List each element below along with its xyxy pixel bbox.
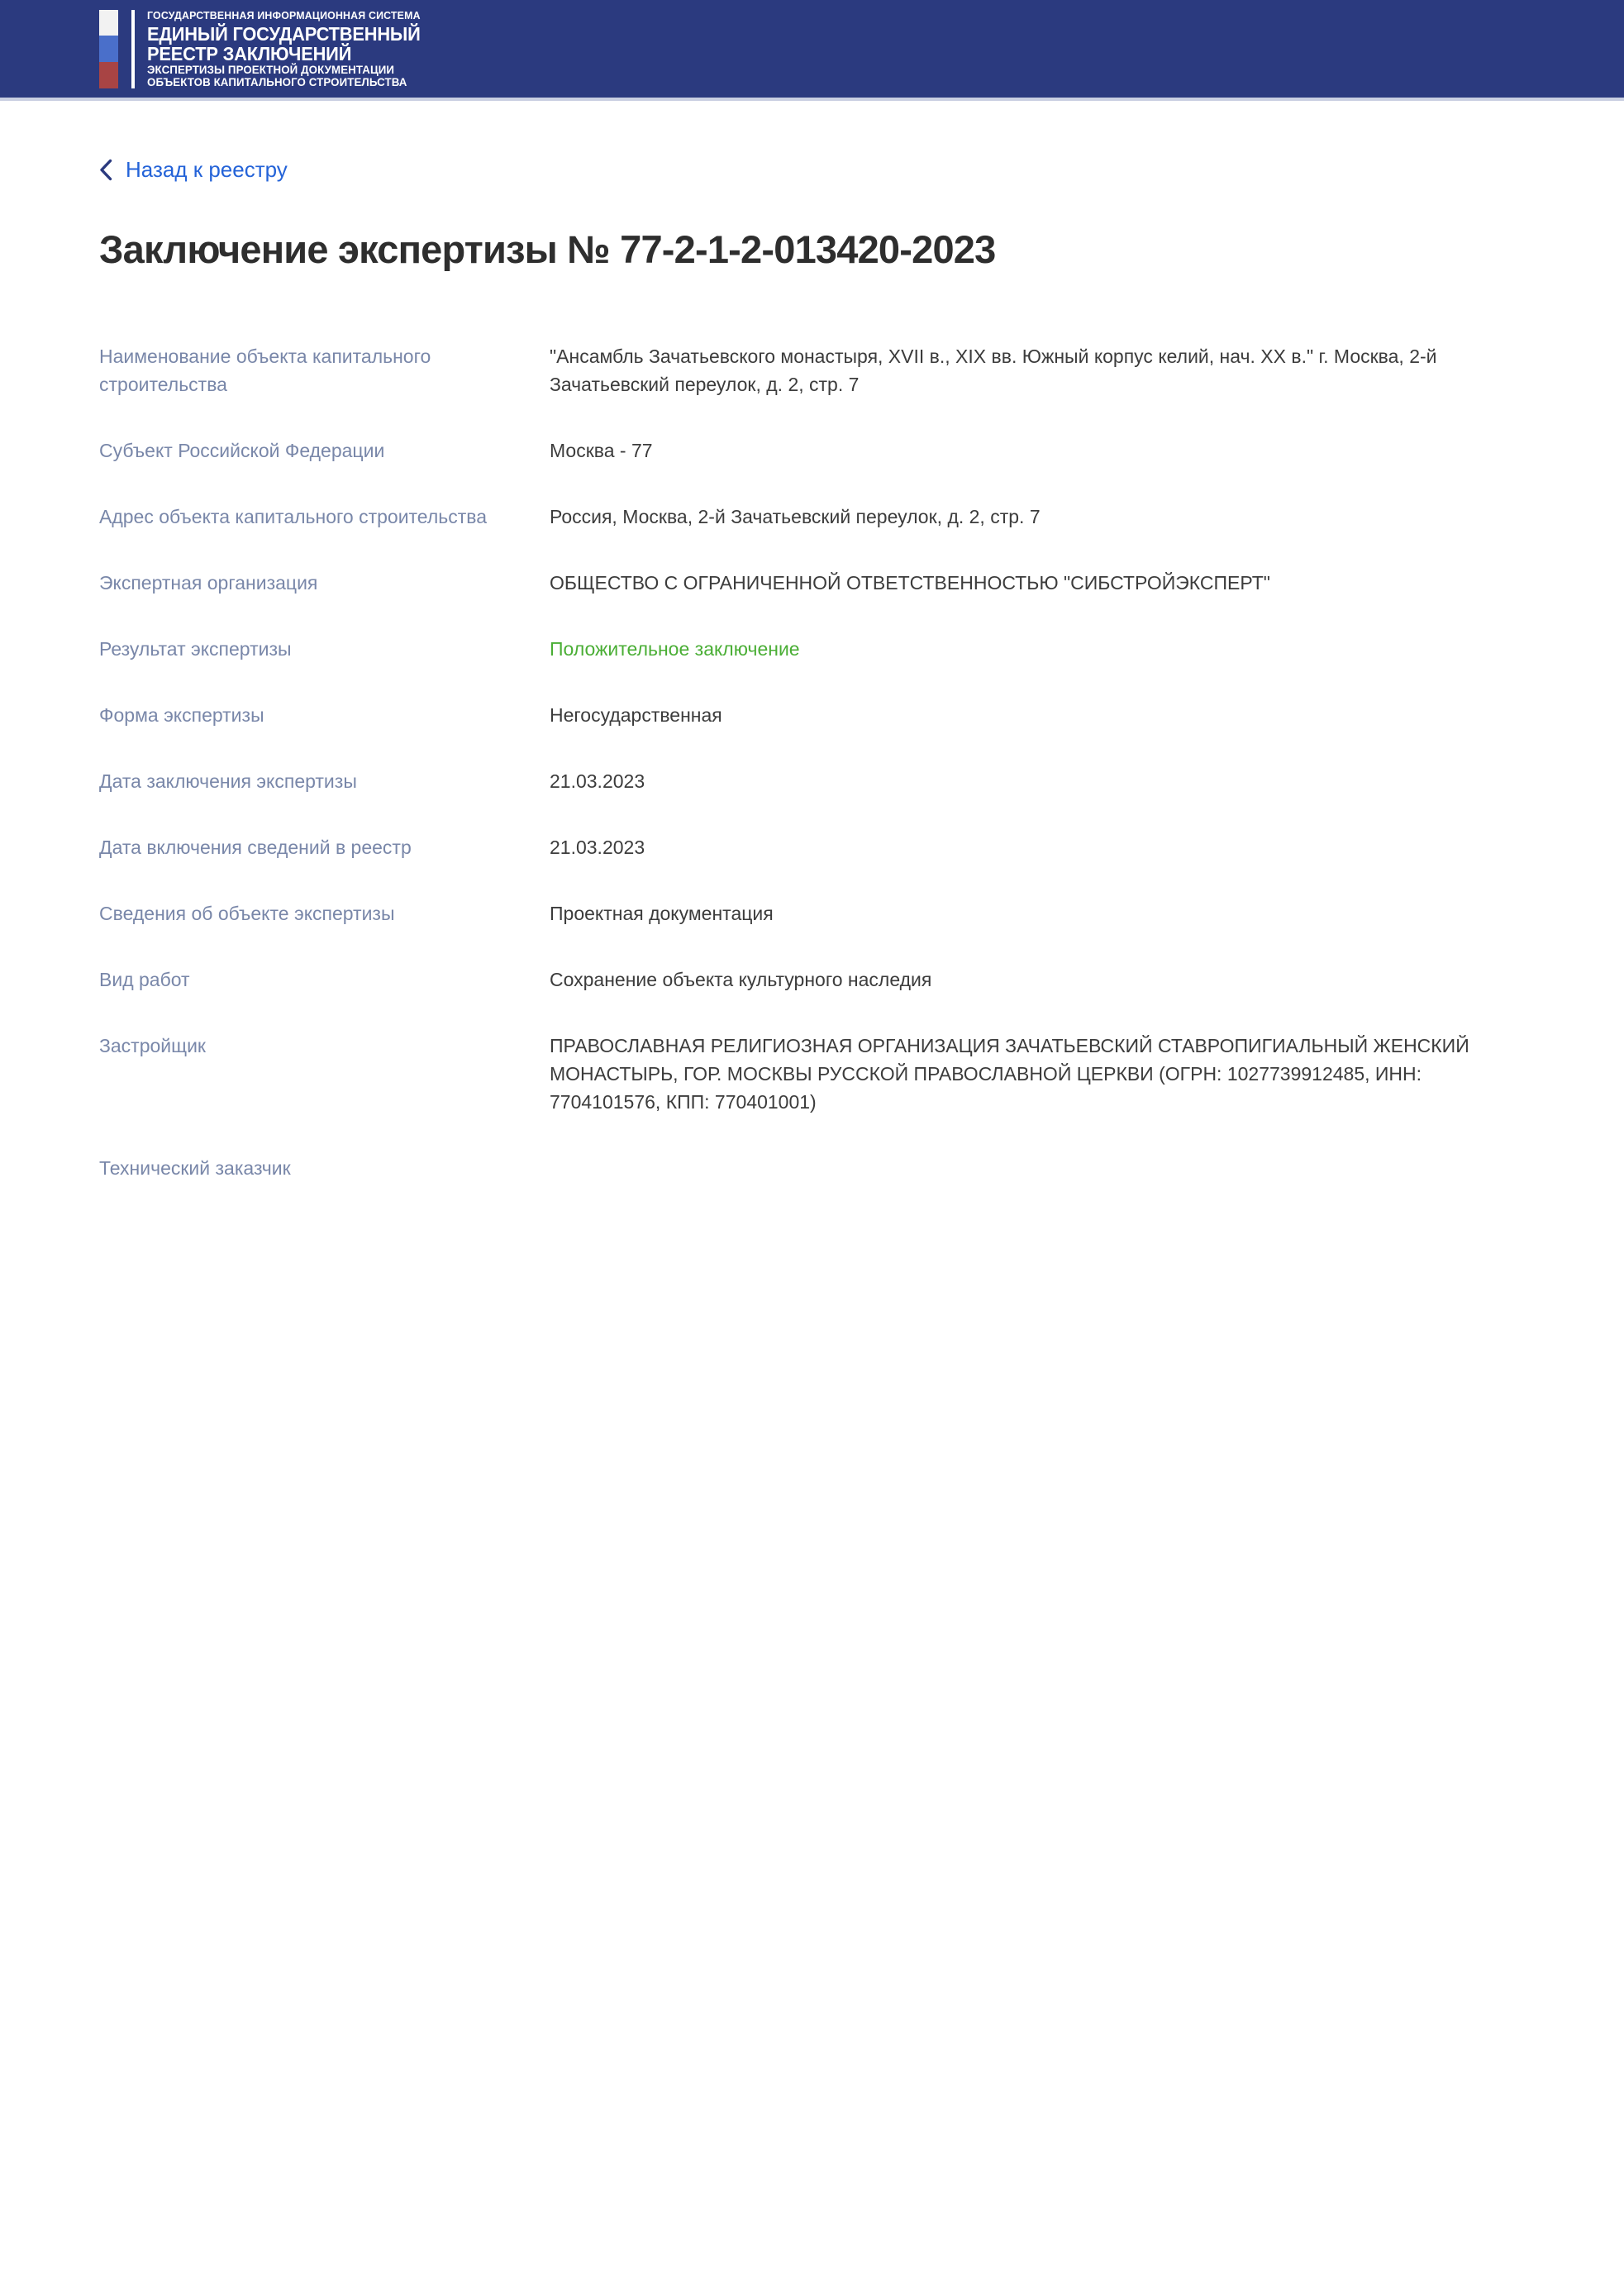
logo-title-line1: ЕДИНЫЙ ГОСУДАРСТВЕННЫЙ [147, 22, 421, 45]
logo-subtitle-line2: ОБЪЕКТОВ КАПИТАЛЬНОГО СТРОИТЕЛЬСТВА [147, 74, 407, 88]
field-value: Сохранение объекта культурного наследия [550, 968, 932, 990]
field-value: Россия, Москва, 2-й Зачатьевский переулок, д. 2, стр. 7 [550, 505, 1041, 527]
back-to-registry-link[interactable] [99, 155, 288, 184]
field-label: Наименование объекта капитального строительства [99, 345, 431, 395]
field-label: Застройщик [99, 1034, 206, 1056]
field-value: 21.03.2023 [550, 836, 645, 858]
field-value: 21.03.2023 [550, 770, 645, 792]
field-label: Форма экспертизы [99, 703, 264, 726]
field-row [99, 342, 1525, 398]
field-label: Адрес объекта капитального строительства [99, 505, 488, 527]
logo-subtitle-line1: ЭКСПЕРТИЗЫ ПРОЕКТНОЙ ДОКУМЕНТАЦИИ [147, 62, 395, 76]
flag-stripe-white [99, 10, 118, 36]
logo-title-line2: РЕЕСТР ЗАКЛЮЧЕНИЙ [147, 42, 352, 64]
main-content [0, 101, 1525, 1182]
field-row [99, 965, 1525, 994]
field-label: Дата включения сведений в реестр [99, 836, 412, 858]
app-logo[interactable] [99, 10, 435, 88]
page-title: Заключение экспертизы № 77-2-1-2-013420-2023 [99, 226, 996, 271]
field-label: Технический заказчик [99, 1156, 291, 1179]
field-row [99, 833, 1525, 861]
field-value: Москва - 77 [550, 439, 653, 461]
field-value: Проектная документация [550, 902, 774, 924]
back-link-label: Назад к реестру [126, 157, 288, 182]
fields-list [99, 342, 1525, 1182]
field-value: ОБЩЕСТВО С ОГРАНИЧЕННОЙ ОТВЕТСТВЕННОСТЬЮ "СИБСТРОЙЭКСПЕРТ" [550, 571, 1270, 594]
russian-flag-icon [99, 10, 118, 88]
field-value [550, 1154, 1525, 1182]
flag-stripe-blue [99, 36, 118, 62]
flag-stripe-red [99, 62, 118, 88]
chevron-left-icon [99, 159, 112, 181]
field-row [99, 701, 1525, 729]
field-row [99, 1032, 1525, 1116]
field-row [99, 767, 1525, 795]
field-value: Негосударственная [550, 703, 722, 726]
field-label: Сведения об объекте экспертизы [99, 902, 395, 924]
field-value: Положительное заключение [550, 637, 800, 660]
field-label: Экспертная организация [99, 571, 318, 594]
field-value: "Ансамбль Зачатьевского монастыря, XVII в., XIX вв. Южный корпус келий, нач. XX в." г. Москва, 2-й Зачатьевский переулок, д. 2, стр. 7 [550, 345, 1437, 395]
field-row [99, 503, 1525, 531]
field-row [99, 569, 1525, 597]
field-label: Результат экспертизы [99, 637, 292, 660]
app-header [0, 0, 1624, 101]
field-row [99, 635, 1525, 663]
field-label: Вид работ [99, 968, 190, 990]
logo-divider [131, 10, 135, 88]
field-row [99, 899, 1525, 927]
field-value: ПРАВОСЛАВНАЯ РЕЛИГИОЗНАЯ ОРГАНИЗАЦИЯ ЗАЧАТЬЕВСКИЙ СТАВРОПИГИАЛЬНЫЙ ЖЕНСКИЙ МОНАСТЫРЬ, ГОР. МОСКВЫ РУССКОЙ ПРАВОСЛАВНОЙ ЦЕРКВИ (ОГРН: 1027739912485, ИНН: 7704101576, КПП: 770401001) [550, 1034, 1469, 1113]
logo-system-label: ГОСУДАРСТВЕННАЯ ИНФОРМАЦИОННАЯ СИСТЕМА [147, 8, 421, 21]
logo-text [147, 10, 421, 88]
field-label: Субъект Российской Федерации [99, 439, 385, 461]
field-row [99, 436, 1525, 465]
field-row [99, 1154, 1525, 1182]
field-label: Дата заключения экспертизы [99, 770, 357, 792]
